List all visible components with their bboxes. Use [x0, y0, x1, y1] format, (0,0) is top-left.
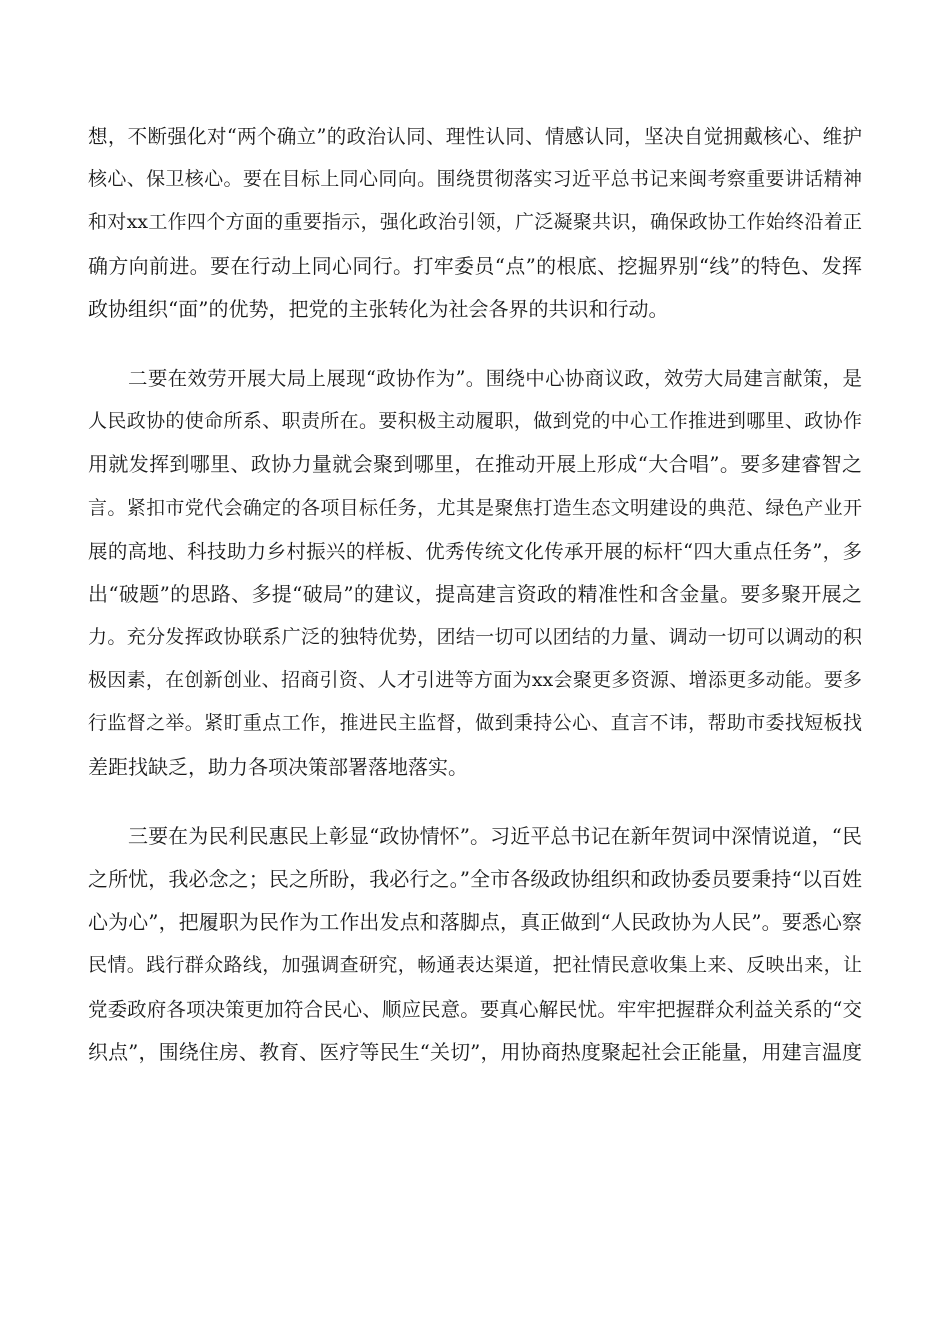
paragraph-1	[88, 115, 862, 331]
text-line: 二要在效劳开展大局上展现“政协作为”。围绕中心协商议政，效劳大局建言献策，是	[128, 366, 862, 390]
text-line: 织点”，围绕住房、教育、医疗等民生“关切”，用协商热度聚起社会正能量，用建言温度	[88, 1039, 862, 1064]
text-line: 极因素，在创新创业、招商引资、人才引进等方面为xx会聚更多资源、增添更多动能。要多	[88, 669, 862, 692]
text-line: 行监督之举。紧盯重点工作，推进民主监督，做到秉持公心、直言不讳，帮助市委找短板找	[88, 712, 862, 735]
text-line: 政协组织“面”的优势，把党的主张转化为社会各界的共识和行动。	[88, 296, 669, 321]
text-line: 差距找缺乏，助力各项决策部署落地落实。	[88, 754, 468, 779]
paragraph-3	[88, 815, 862, 1074]
text-line: 之所忧，我必念之；民之所盼，我必行之。”全市各级政协组织和政协委员要秉持“以百姓	[88, 867, 862, 891]
text-line: 出“破题”的思路、多提“破局”的建议，提高建言资政的精准性和含金量。要多聚开展之	[88, 581, 862, 606]
document-body	[88, 115, 862, 1074]
text-line: 用就发挥到哪里、政协力量就会聚到哪里，在推动开展上形成“大合唱”。要多建睿智之	[88, 452, 862, 477]
paragraph-2	[88, 357, 862, 789]
text-line: 三要在为民利民惠民上彰显“政协情怀”。习近平总书记在新年贺词中深情说道，“民	[128, 823, 862, 848]
text-line: 展的高地、科技助力乡村振兴的样板、优秀传统文化传承开展的标杆“四大重点任务”，多	[88, 539, 862, 563]
text-line: 人民政协的使命所系、职责所在。要积极主动履职，做到党的中心工作推进到哪里、政协作	[88, 410, 862, 433]
text-line: 言。紧扣市党代会确定的各项目标任务，尤其是聚焦打造生态文明建设的典范、绿色产业开	[88, 496, 862, 519]
text-line: 和对xx工作四个方面的重要指示，强化政治引领，广泛凝聚共识，确保政协工作始终沿着正	[88, 211, 862, 234]
text-line: 心为心”，把履职为民作为工作出发点和落脚点，真正做到“人民政协为人民”。要悉心察	[88, 910, 862, 935]
text-line: 党委政府各项决策更加符合民心、顺应民意。要真心解民忧。牢牢把握群众利益关系的“交	[88, 997, 862, 1021]
text-line: 想，不断强化对“两个确立”的政治认同、理性认同、情感认同，坚决自觉拥戴核心、维护	[88, 125, 862, 148]
paragraph-spacer	[88, 789, 862, 815]
text-line: 核心、保卫核心。要在目标上同心同向。围绕贯彻落实习近平总书记来闽考察重要讲话精神	[88, 168, 862, 191]
text-line: 力。充分发挥政协联系广泛的独特优势，团结一切可以团结的力量、调动一切可以调动的积	[88, 626, 862, 649]
paragraph-spacer	[88, 331, 862, 357]
text-line: 民情。践行群众路线，加强调查研究，畅通表达渠道，把社情民意收集上来、反映出来，让	[88, 954, 862, 977]
text-line: 确方向前进。要在行动上同心同行。打牢委员“点”的根底、挖掘界别“线”的特色、发挥	[88, 253, 862, 278]
